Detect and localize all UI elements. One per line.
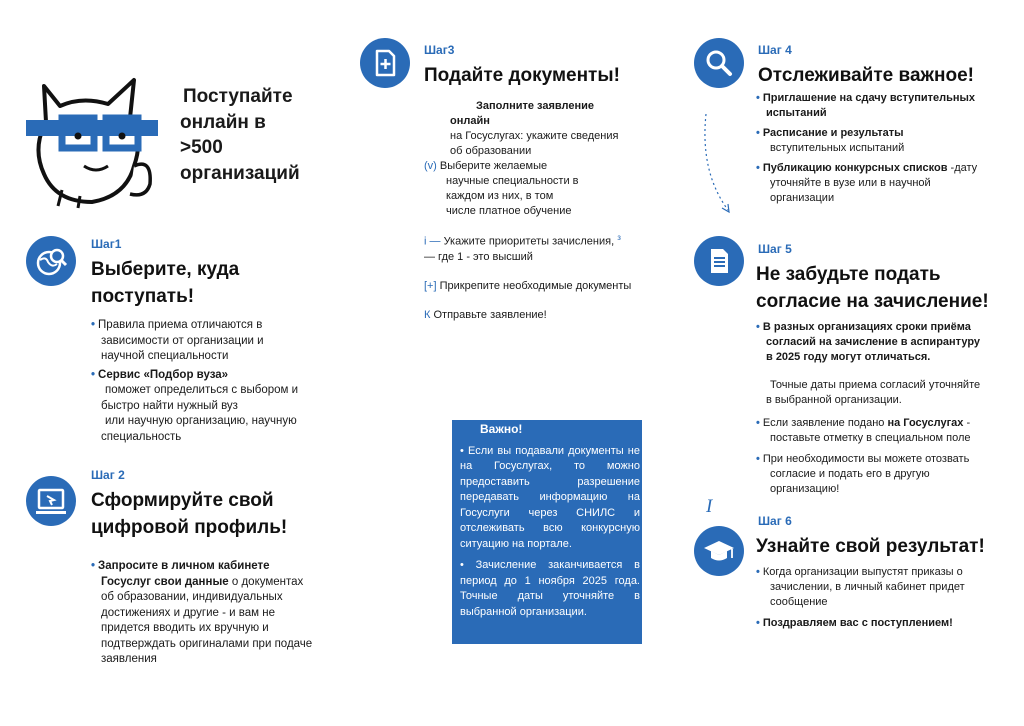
monitor-icon: [26, 476, 76, 526]
intro-line-1: Поступайте: [183, 86, 293, 107]
document-plus-icon: [360, 38, 410, 88]
list-item-text: об образовании: [450, 145, 532, 157]
magnifier-icon: [694, 38, 744, 88]
step5-title: [756, 261, 989, 315]
step6-label: Шаг 6: [758, 514, 792, 528]
list-item-text: зависимости от организации и: [101, 334, 264, 347]
list-item: [+] Прикрепите необходимые документы: [424, 279, 632, 292]
list-item: • Правила приема отличаются в: [91, 319, 263, 331]
list-item-text: организацию!: [770, 483, 840, 495]
step4-title: Отслеживайте важное!: [758, 65, 974, 86]
step4-label: Шаг 4: [758, 43, 792, 57]
step5-body: [756, 320, 1016, 497]
important-paragraph-1: • Если вы подавали документы не на Госуслугах, то можно предоставить разрешение передавать информацию на Госуслуги через СНИЛС и отслеживать всю конкурсную ситуацию на портале.: [460, 444, 640, 550]
list-item-text: — где 1 - это высший: [424, 250, 533, 263]
important-paragraph-2: • Зачисление заканчивается в период до 1 ноября 2025 года. Точные даты уточняйте в выбранной организации.: [460, 559, 640, 618]
list-item-text: каждом из них, в том: [446, 190, 554, 202]
mascot-cat-with-glasses-icon: [22, 66, 162, 211]
step1-title: [91, 256, 239, 310]
list-item-text: или научную организацию, научную: [105, 415, 297, 427]
list-item-text: зачислении, в личный кабинет придет: [770, 581, 965, 593]
list-item: • В разных организациях сроки приёма: [756, 321, 971, 333]
text-cursor-glyph: I: [706, 496, 713, 517]
step2-label: Шаг 2: [91, 468, 125, 482]
important-title: Важно!: [480, 422, 523, 436]
list-item-text: в 2025 году могут отличаться.: [766, 351, 931, 363]
graduation-cap-icon: [694, 526, 744, 576]
important-box: [452, 420, 642, 644]
step6-body: [756, 565, 1016, 631]
step5-title-line-2: согласие на зачисление!: [756, 291, 989, 312]
list-item: • Если заявление подано на Госуслугах -: [756, 417, 971, 429]
document-icon: [694, 236, 744, 286]
list-item: • Расписание и результаты: [756, 127, 904, 139]
intro-title: [180, 84, 300, 186]
list-item: • Приглашение на сдачу вступительных: [756, 92, 976, 104]
list-item-text: согласие и подать его в другую: [770, 468, 930, 480]
step1-title-line-2: поступать!: [91, 286, 195, 307]
list-item-text: поставьте отметку в специальном поле: [770, 432, 971, 444]
list-item-text: подтверждать оригиналами при подаче: [101, 637, 313, 650]
step3-label: Шаг3: [424, 43, 455, 57]
list-item-text: придется вводить их вручную и: [101, 622, 269, 634]
list-item-text: специальность: [101, 430, 182, 443]
paragraph: Точные даты приема согласий уточняйте: [770, 379, 981, 391]
list-item-text: Госуслуг свои данные о документах: [101, 575, 304, 588]
step1-label: Шаг1: [91, 237, 122, 251]
dotted-arrow-icon: [700, 112, 740, 220]
step2-body: [91, 559, 331, 668]
list-item-text: на Госуслугах: укажите сведения: [450, 130, 619, 142]
list-item: • Запросите в личном кабинете: [91, 560, 270, 572]
list-item-text: организации: [770, 192, 835, 204]
step2-title-line-1: Сформируйте свой: [91, 490, 274, 511]
step1-body: [91, 318, 331, 445]
step2-title-line-2: цифровой профиль!: [91, 517, 288, 538]
list-item-text: согласий на зачисление в аспирантуру: [766, 336, 981, 348]
list-item-text: достижениях и другие - и вам не: [101, 606, 276, 619]
list-item-text: вступительных испытаний: [770, 142, 905, 154]
list-item: • Публикацию конкурсных списков -дату: [756, 162, 978, 174]
list-item: i — Укажите приоритеты зачисления, $^з$: [424, 233, 621, 248]
list-item-text: испытаний: [766, 107, 827, 119]
list-item-text: научные специальности в: [446, 175, 579, 187]
list-item-text: сообщение: [770, 596, 828, 608]
intro-line-2: онлайн в: [180, 111, 266, 133]
list-item-text: онлайн: [450, 115, 490, 127]
step3-title: Подайте документы!: [424, 65, 620, 86]
list-item-text: числе платное обучение: [446, 205, 572, 217]
step5-title-line-1: Не забудьте подать: [756, 264, 941, 285]
list-item: • Когда организации выпустят приказы о: [756, 566, 963, 578]
list-item: (v) Выберите желаемые: [424, 160, 548, 172]
paragraph: в выбранной организации.: [766, 394, 902, 406]
list-item-text: поможет определиться с выбором и: [105, 384, 299, 396]
step6-title: Узнайте свой результат!: [756, 536, 985, 557]
list-item-text: уточняйте в вузе или в научной: [770, 177, 931, 189]
list-item: Заполните заявление: [476, 100, 595, 112]
step1-title-line-1: Выберите, куда: [91, 259, 240, 280]
list-item-text: об образовании, индивидуальных: [101, 591, 283, 603]
list-item: • При необходимости вы можете отозвать: [756, 453, 970, 465]
step2-title: [91, 487, 287, 541]
list-item: К Отправьте заявление!: [424, 308, 547, 321]
globe-search-icon: [26, 236, 76, 286]
list-item-text: научной специальности: [101, 350, 229, 362]
list-item-text: быстро найти нужный вуз: [101, 399, 238, 412]
list-item-text: заявления: [101, 653, 157, 665]
list-item: • Поздравляем вас с поступлением!: [756, 617, 953, 629]
intro-line-3: >500: [180, 137, 223, 158]
intro-line-4: организаций: [180, 162, 300, 184]
step5-label: Шаг 5: [758, 242, 792, 256]
list-item: • Сервис «Подбор вуза»: [91, 368, 229, 381]
step3-body: [424, 99, 664, 323]
step4-body: [756, 91, 1006, 206]
